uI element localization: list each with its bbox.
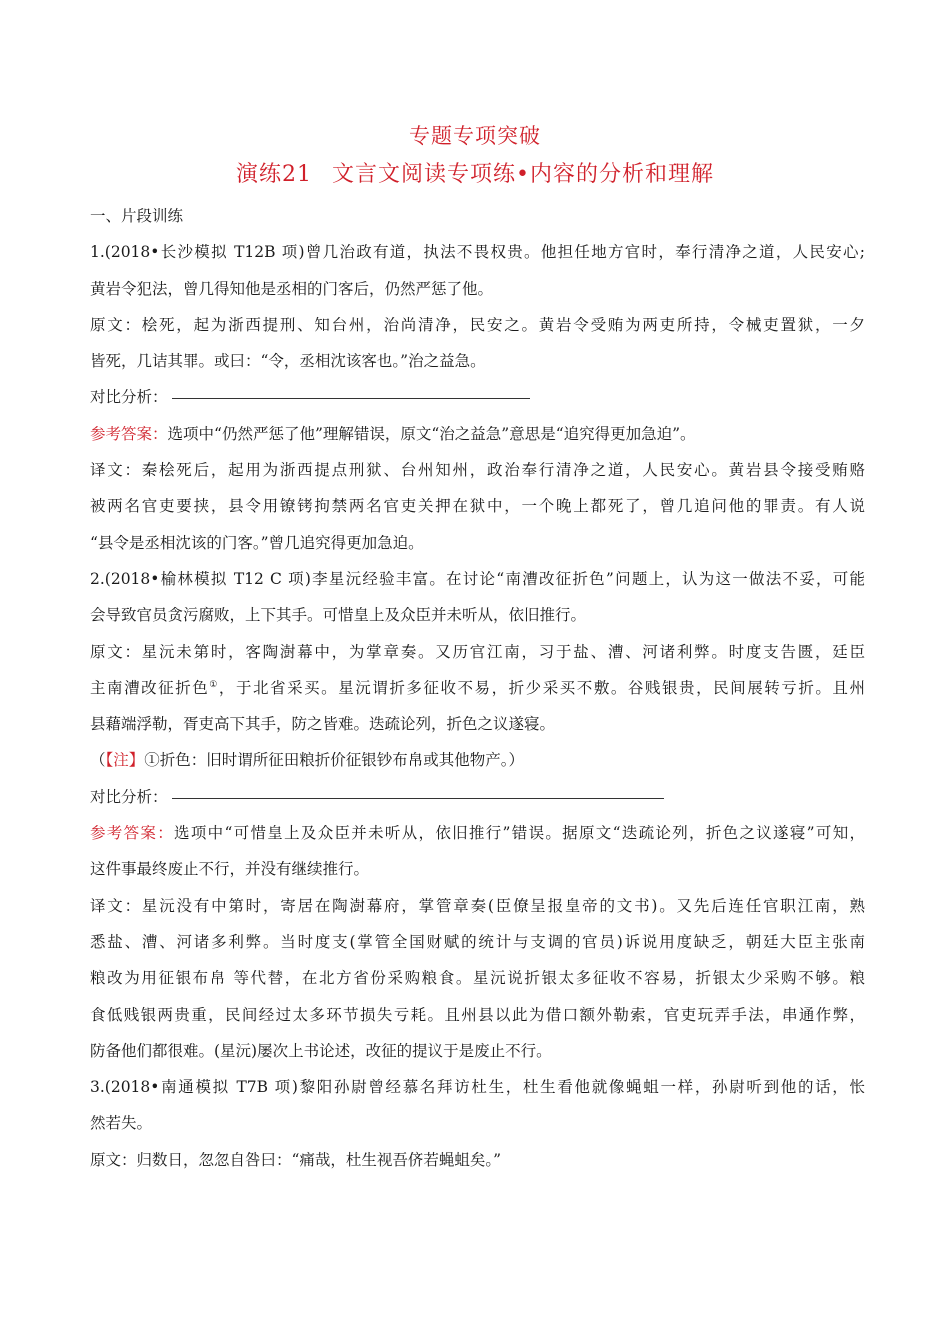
- q2-compare-label: 对比分析：: [90, 787, 168, 806]
- footnote-marker: ①: [209, 679, 219, 690]
- q1-answer-line: [90, 416, 865, 452]
- document-body: [90, 198, 865, 1178]
- q2-compare-row: [90, 779, 865, 815]
- q2-answer-blank[interactable]: [172, 797, 664, 799]
- note-label: 【注】: [105, 751, 145, 770]
- q2-translation-line: 悉盐、漕、河诸多利弊。当时度支(掌管全国财赋的统计与支调的官员)诉说用度缺乏，朝廷大臣主张南: [90, 932, 865, 951]
- q2-original-text: ，于北省采买。星沅谓折多征收不易，折少采买不敷。谷贱银贵，民间展转亏折。且州: [218, 678, 865, 697]
- q2-answer-text: 选项中“可惜皇上及众臣并未听从，依旧推行”错误。据原文“迭疏论列，折色之议遂寝”可知，: [174, 824, 865, 843]
- q2-answer-label: 参考答案：: [90, 824, 175, 843]
- q1-compare-row: [90, 379, 865, 415]
- section-heading: 一、片段训练: [90, 207, 184, 225]
- q1-statement-line: 1.(2018•长沙模拟 T12B 项)曾几治政有道，执法不畏权贵。他担任地方官时，奉行清净之道，人民安心;: [90, 243, 865, 262]
- q1-compare-label: 对比分析：: [90, 388, 168, 407]
- q2-answer-line: [90, 815, 865, 851]
- q2-translation-line: 粮改为用征银布帛 等代替，在北方省份采购粮食。星沅说折银太多征收不容易，折银太少采购不够。粮: [90, 969, 865, 988]
- q1-answer-blank[interactable]: [172, 397, 530, 399]
- q1-original-line: 原文：桧死，起为浙西提刑、知台州，治尚清净，民安之。黄岩令受贿为两吏所持，令械吏置狱，一夕: [90, 315, 865, 334]
- page-subtitle: [0, 157, 950, 188]
- q2-answer-line: 这件事最终废止不行，并没有继续推行。: [90, 860, 370, 879]
- q2-original-text: 主南漕改征折色: [90, 678, 210, 697]
- subtitle-number: 演练21: [236, 162, 312, 187]
- q1-translation-line: 译文：秦桧死后，起用为浙西提点刑狱、台州知州，政治奉行清净之道，人民安心。黄岩县令接受贿赂: [90, 461, 865, 480]
- q3-statement-line: 然若失。: [90, 1114, 153, 1133]
- q2-statement-line: 2.(2018•榆林模拟 T12 C 项)李星沅经验丰富。在讨论“南漕改征折色”问题上，认为这一做法不妥，可能: [90, 569, 865, 588]
- note-paren: （: [90, 751, 106, 770]
- q2-translation-line: 译文：星沅没有中第时，寄居在陶澍幕府，掌管章奏(臣僚呈报皇帝的文书)。又先后连任官职江南，熟: [90, 896, 865, 915]
- q2-original-line: 县藉端浮勒，胥吏高下其手，防之皆难。迭疏论列，折色之议遂寝。: [90, 715, 556, 734]
- q2-translation-line: 食低贱银两贵重，民间经过太多环节损失亏耗。且州县以此为借口额外勒索，官吏玩弄手法，串通作弊，: [90, 1005, 865, 1024]
- q1-translation-line: “县令是丞相沈该的门客。”曾几追究得更加急迫。: [90, 533, 424, 552]
- q1-statement-line: 黄岩令犯法，曾几得知他是丞相的门客后，仍然严惩了他。: [90, 279, 494, 298]
- q1-answer-text: 选项中“仍然严惩了他”理解错误，原文“治之益急”意思是“追究得更加急迫”。: [167, 424, 696, 443]
- subtitle-text: 文言文阅读专项练•内容的分析和理解: [332, 162, 714, 187]
- q1-answer-label: 参考答案：: [90, 424, 168, 443]
- q2-note-line: [90, 742, 865, 778]
- q2-statement-line: 会导致官员贪污腐败，上下其手。可惜皇上及众臣并未听从，依旧推行。: [90, 606, 587, 625]
- q3-original-line: 原文：归数日，忽忽自咎曰：“痛哉，杜生视吾侪若蝇蛆矣。”: [90, 1150, 502, 1169]
- q2-original-line: [90, 670, 865, 706]
- q2-original-line: 原文：星沅未第时，客陶澍幕中，为掌章奏。又历官江南，习于盐、漕、河诸利弊。时度支告匮，廷臣: [90, 642, 865, 661]
- q1-original-line: 皆死，几诘其罪。或曰：“令，丞相沈该客也。”治之益急。: [90, 352, 486, 371]
- q3-statement-line: 3.(2018•南通模拟 T7B 项)黎阳孙尉曾经慕名拜访杜生，杜生看他就像蝇蛆一样，孙尉听到他的话，怅: [90, 1078, 865, 1097]
- q2-translation-line: 防备他们都很难。(星沅)屡次上书论述，改征的提议于是废止不行。: [90, 1041, 552, 1060]
- note-text: ①折色：旧时谓所征田粮折价征银钞布帛或其他物产。）: [144, 751, 525, 770]
- q1-translation-line: 被两名官吏要挟，县令用镣铐拘禁两名官吏关押在狱中，一个晚上都死了，曾几追问他的罪责。有人说: [90, 497, 865, 516]
- page-title: 专题专项突破: [409, 124, 541, 148]
